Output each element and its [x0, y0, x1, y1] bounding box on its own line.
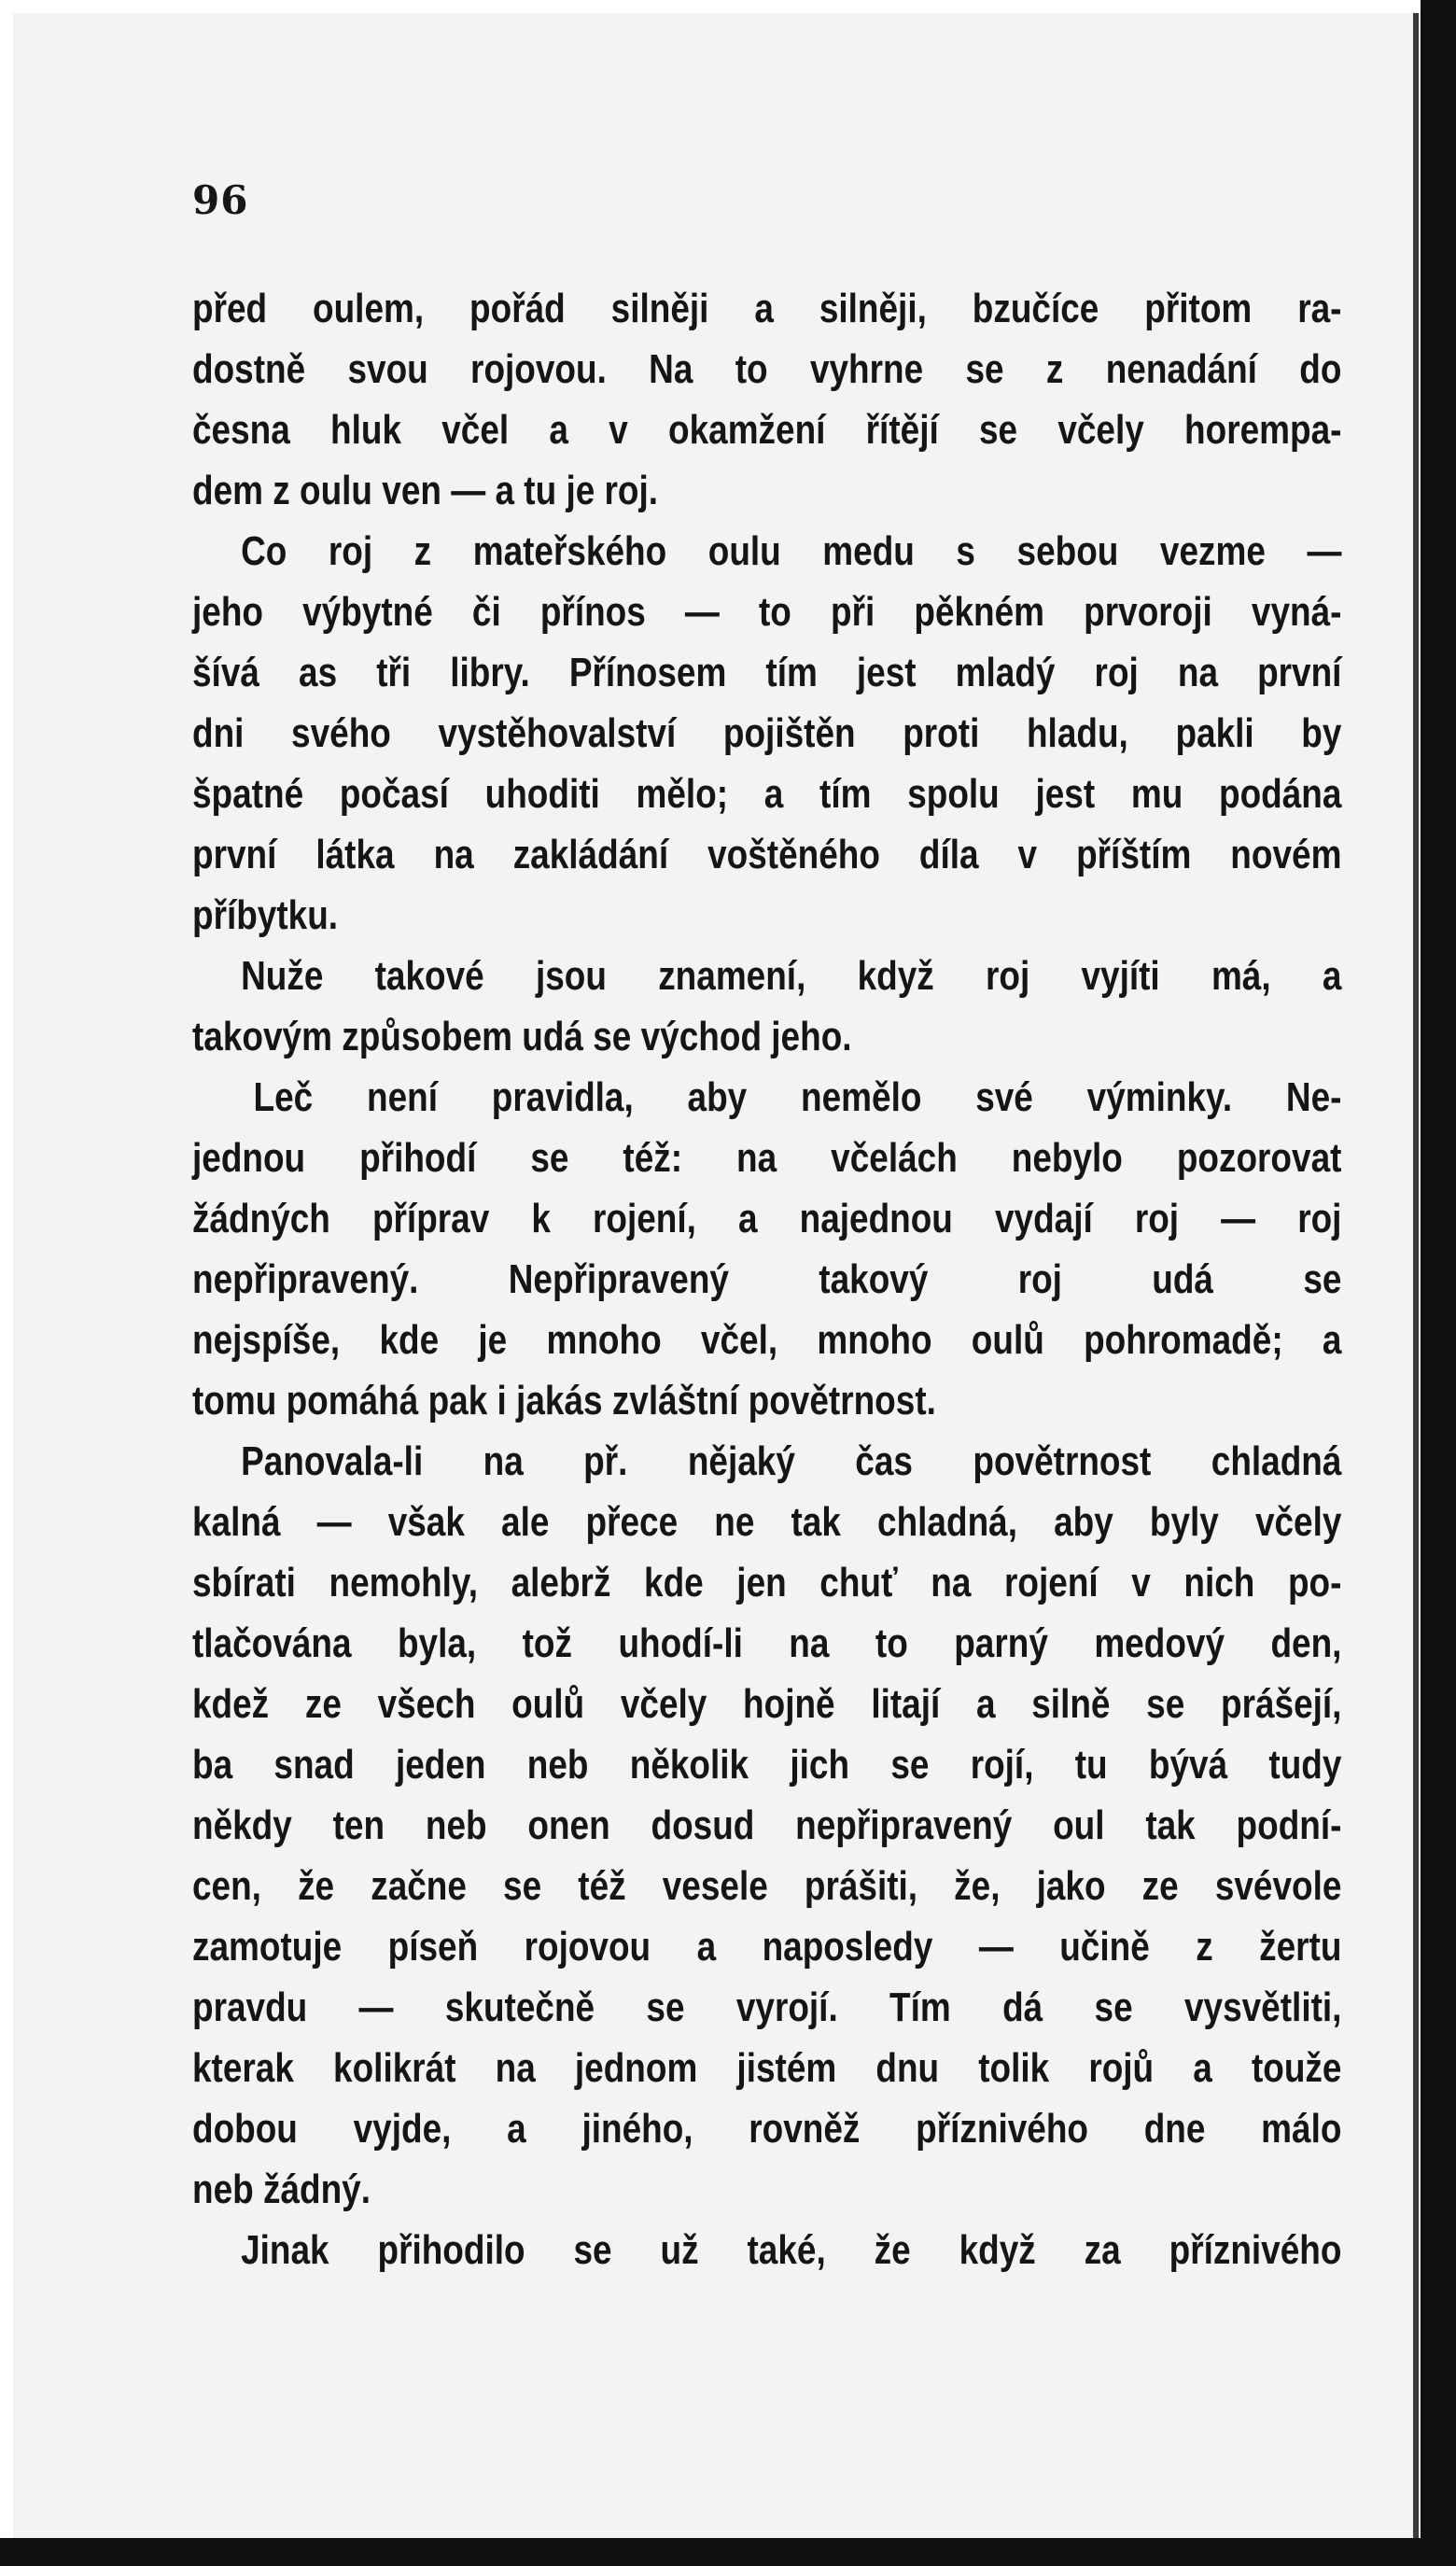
text-line: kalná — však ale přece ne tak chladná, aby byly včely	[192, 1499, 1342, 1545]
text-line: tlačována byla, tož uhodí-li na to parný medový den,	[192, 1620, 1342, 1666]
text-line: jeho výbytné či přínos — to při pěkném prvoroji vyná-	[192, 589, 1342, 635]
page-edge-shadow	[1413, 13, 1419, 2538]
text-line: první látka na zakládání voštěného díla v příštím novém	[192, 832, 1342, 877]
text-line: dostně svou rojovou. Na to vyhrne se z nenadání do	[192, 346, 1342, 392]
text-line: Nuže takové jsou znamení, když roj vyjíti má, a	[241, 953, 1342, 999]
text-line: zamotuje píseň rojovou a naposledy — učině z žertu	[192, 1924, 1342, 1970]
text-line: příbytku.	[192, 892, 339, 938]
text-line: takovým způsobem udá se východ jeho.	[192, 1014, 852, 1059]
text-line: dni svého vystěhovalství pojištěn proti hladu, pakli by	[192, 710, 1342, 756]
text-line: šívá as tři libry. Přínosem tím jest mladý roj na první	[192, 650, 1342, 695]
scan-border-bottom	[0, 2538, 1456, 2566]
text-line: česna hluk včel a v okamžení řítějí se včely horempa-	[192, 407, 1342, 453]
scan-border-right	[1421, 0, 1456, 2566]
text-line: žádných příprav k rojení, a najednou vydají roj — roj	[192, 1196, 1342, 1241]
text-line: kterak kolikrát na jednom jistém dnu tolik rojů a touže	[192, 2045, 1342, 2091]
text-line: jednou přihodí se též: na včelách nebylo pozorovat	[192, 1135, 1342, 1181]
text-line: sbírati nemohly, alebrž kde jen chuť na rojení v nich po-	[192, 1560, 1342, 1606]
text-line: neb žádný.	[192, 2166, 371, 2212]
page-number: 96	[192, 177, 249, 223]
text-line: nejspíše, kde je mnoho včel, mnoho oulů pohromadě; a	[192, 1317, 1342, 1363]
text-line: před oulem, pořád silněji a silněji, bzučíce přitom ra-	[192, 286, 1342, 331]
text-line: ba snad jeden neb několik jich se rojí, tu bývá tudy	[192, 1742, 1342, 1788]
text-line: tomu pomáhá pak i jakás zvláštní povětrnost.	[192, 1378, 936, 1423]
text-line: nepřipravený. Nepřipravený takový roj udá se	[192, 1256, 1342, 1302]
text-line: Jinak přihodilo se už také, že když za příznivého	[241, 2227, 1342, 2273]
text-line: dobou vyjde, a jiného, rovněž příznivého dne málo	[192, 2106, 1342, 2152]
text-line: cen, že začne se též vesele prášiti, že, jako ze svévole	[192, 1863, 1342, 1909]
text-line: Leč není pravidla, aby nemělo své výminky. Ne-	[253, 1074, 1342, 1120]
text-line: špatné počasí uhoditi mělo; a tím spolu jest mu podána	[192, 771, 1342, 817]
text-line: někdy ten neb onen dosud nepřipravený oul tak podní-	[192, 1802, 1342, 1848]
text-line: pravdu — skutečně se vyrojí. Tím dá se vysvětliti,	[192, 1984, 1342, 2030]
text-line: Panovala-li na př. nějaký čas povětrnost chladná	[241, 1438, 1342, 1484]
body-text	[192, 278, 1341, 2280]
text-line: kdež ze všech oulů včely hojně litají a silně se prášejí,	[192, 1681, 1342, 1727]
text-line: dem z oulu ven — a tu je roj.	[192, 468, 659, 513]
text-line: Co roj z mateřského oulu medu s sebou vezme —	[241, 528, 1342, 574]
